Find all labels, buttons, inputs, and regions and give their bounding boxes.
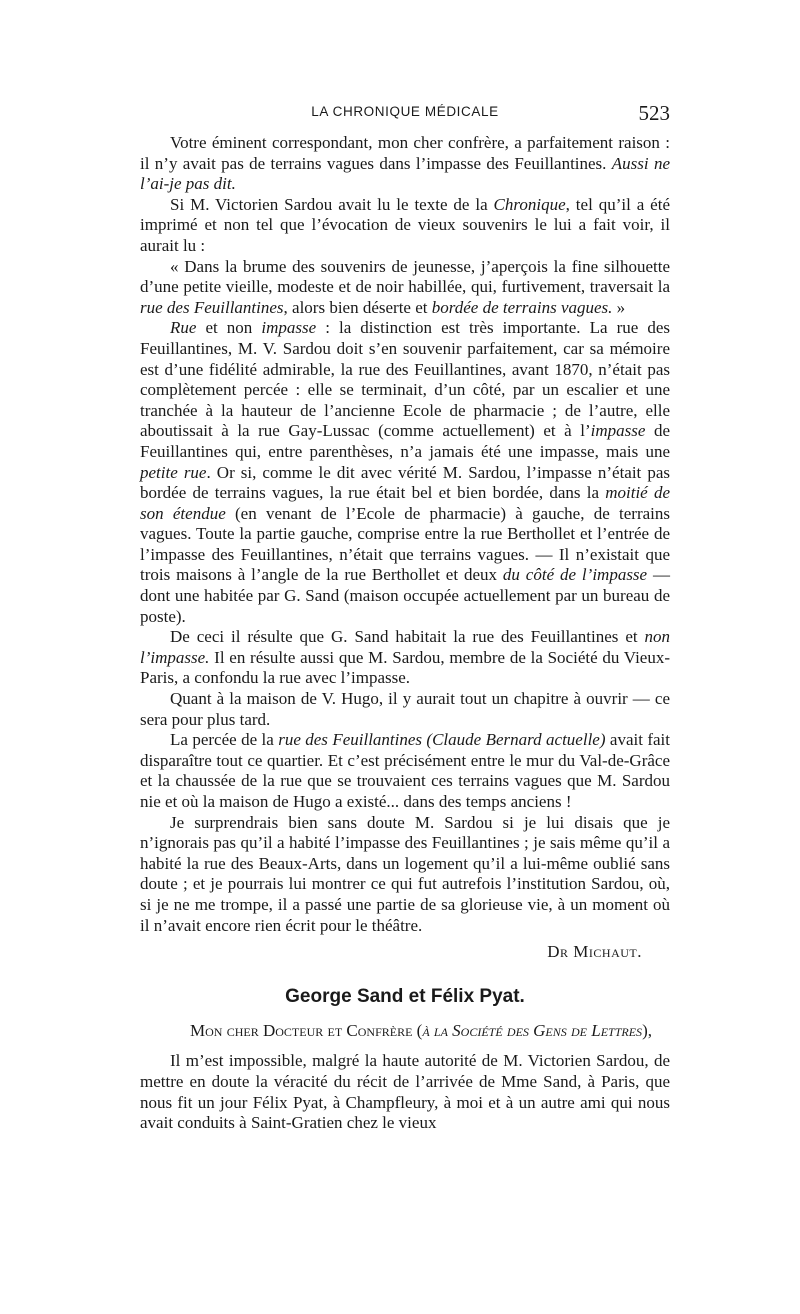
italic-text: à la Société des Gens de Lettres [422,1020,643,1040]
text-run: et non [196,318,262,338]
italic-text: petite rue [140,462,207,482]
text-run: De ceci il résulte que G. Sand habitait la rue des Feuillantines et [170,627,645,647]
section-title: George Sand et Félix Pyat. [285,985,525,1007]
italic-text: impasse [590,421,646,441]
text-run: , tel qu’il a été imprimé et non tel que l’évocation de vieux souvenirs le lui a fait voir, il aurait lu : [140,194,670,255]
text-run: « Dans la brume des souvenirs de jeunesse, j’aperçois la fine silhouette d’une petite vieille, modeste et de noir habillée, qui, furtivement, traversait la [140,256,670,297]
text-run: de Feuillantines qui, entre parenthèses, n’a jamais été une impasse, mais une [140,421,671,461]
signature: Dr Michaut. [547,942,642,962]
page-number: 523 [638,101,670,125]
text-run: ), [642,1020,652,1040]
paragraph [140,257,670,319]
text-run: : la distinction est très importante. La rue des Feuillantines, M. V. Sardou doit s’en souvenir parfaitement, car sa mémoire est d’une fidélité admirable, la rue des Feuillantines, avant 1870, n’était pas complètement percée : elle se terminait, d’un côté, par un escalier et une tranchée à la hauteur de l’ancienne Ecole de pharmacie ; de l’autre, elle aboutissait à la rue Gay-Lussac (comme actuellement) et à l’ [140,318,670,441]
page-header [140,101,670,128]
running-title: LA CHRONIQUE MÉDICALE [311,104,499,119]
text-run: Mon cher Docteur et Confrère ( [190,1020,423,1040]
text-run: , alors bien déserte et [283,297,432,317]
italic-text: bordée de terrains vagues. [431,297,613,317]
article-body [140,133,670,1134]
italic-text: rue des Feuillantines [140,297,284,317]
italic-text: Chronique [493,194,566,214]
paragraph [140,1051,670,1133]
text-run: Il en résulte aussi que M. Sardou, membre de la Société du Vieux-Paris, a confondu la rue avec l’impasse. [140,647,670,688]
text-run: Si M. Victorien Sardou avait lu le texte de la [170,194,494,214]
text-run: avait fait disparaître tout ce quartier. Et c’est précisément entre le mur du Val-de-Grâce et la chaussée de la rue que se trouvaient ces terrains vagues que M. Sardou nie et où la maison de Hugo a existé... dans des temps anciens ! [140,730,671,811]
text-run: Je surprendrais bien sans doute M. Sardou si je lui disais que je n’ignorais pas qu’il a habité l’impasse des Feuillantines ; je sais même qu’il a habité la rue des Beaux-Arts, dans un logement qu’il a lui-même oublié sans doute ; et je pourrais lui montrer ce qui fut autrefois l’institution Sardou, où, si je ne me trompe, il a passé une partie de sa glorieuse vie, à un moment où il n’avait encore rien écrit pour le théâtre. [140,812,670,935]
salutation [140,1021,670,1042]
text-run: Quant à la maison de V. Hugo, il y aurait tout un chapitre à ouvrir — ce sera pour plus tard. [140,689,670,729]
italic-text: du côté de l’impasse [502,565,648,585]
text-run: — dont une habitée par G. Sand (maison occupée actuellement par un bureau de poste). [140,565,670,626]
paragraph [140,813,670,937]
italic-text: impasse [261,318,317,338]
text-run: Il m’est impossible, malgré la haute autorité de M. Victorien Sardou, de mettre en doute la véracité du récit de l’arrivée de Mme Sand, à Paris, que nous fit un jour Félix Pyat, à Champfleury, à moi et à un autre ami qui nous avait conduits à Saint-Gratien chez le vieux [140,1051,670,1133]
text-run: (en venant de l’Ecole de pharmacie) à gauche, de terrains vagues. Toute la partie gauche, comprise entre la rue Berthollet et l’entrée de l’impasse des Feuillantines, n’était que terrains vagues. — Il n’existait que trois maisons à l’angle de la rue Berthollet et deux [140,503,670,585]
paragraph [140,195,670,257]
text-run: Votre éminent correspondant, mon cher confrère, a parfaitement raison : il n’y avait pas de terrains vagues dans l’impasse des Feuillantines. [140,133,670,173]
paragraph [140,730,670,812]
text-run: La percée de la [170,730,279,750]
italic-text: moitié de son étendue [140,483,671,523]
paragraph [140,318,670,627]
paragraph [140,627,670,689]
italic-text: non l’impasse. [140,627,670,667]
section-paragraphs [140,1051,670,1133]
italic-text: Rue [170,318,197,338]
italic-text: Aussi ne l’ai-je pas dit. [140,153,670,194]
paragraph [140,689,670,730]
paragraph [140,133,670,195]
text-run: . Or si, comme le dit avec vérité M. Sardou, l’impasse n’était pas bordée de terrains vagues, la rue était bel et bien bordée, dans la [140,462,670,503]
letter-paragraphs [140,133,670,936]
text-run: » [612,297,626,317]
italic-text: rue des Feuillantines (Claude Bernard actuelle) [278,730,606,750]
